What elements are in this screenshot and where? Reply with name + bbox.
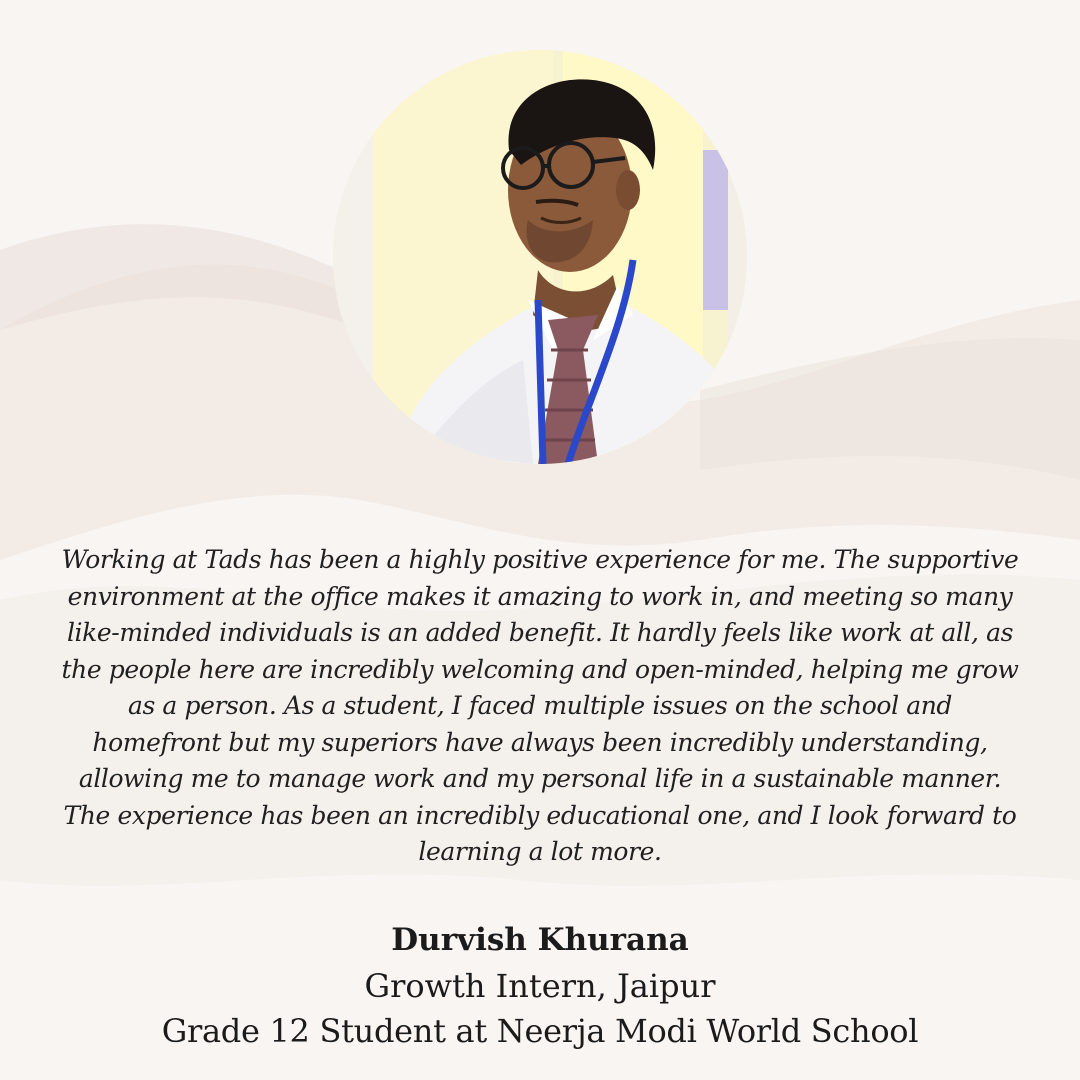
person-name: Durvish Khurana	[391, 922, 689, 958]
profile-photo	[333, 50, 747, 464]
testimonial-quote: Working at Tads has been a highly positive experience for me. The supportive environment at the office makes it amazing to work in, and meeting so many like-minded individuals is an added benefit. It hardly feels like work at all, as the people here are incredibly welcoming and open-minded, helping me grow as a person. As a student, I faced multiple issues on the school and homefront but my superiors have always been incredibly understanding, allowing me to manage work and my personal life in a sustainable manner. The experience has been an incredibly educational one, and I look forward to learning a lot more.	[61, 545, 1019, 866]
person-school: Grade 12 Student at Neerja Modi World School	[161, 1012, 919, 1050]
person-role: Growth Intern, Jaipur	[364, 967, 716, 1005]
